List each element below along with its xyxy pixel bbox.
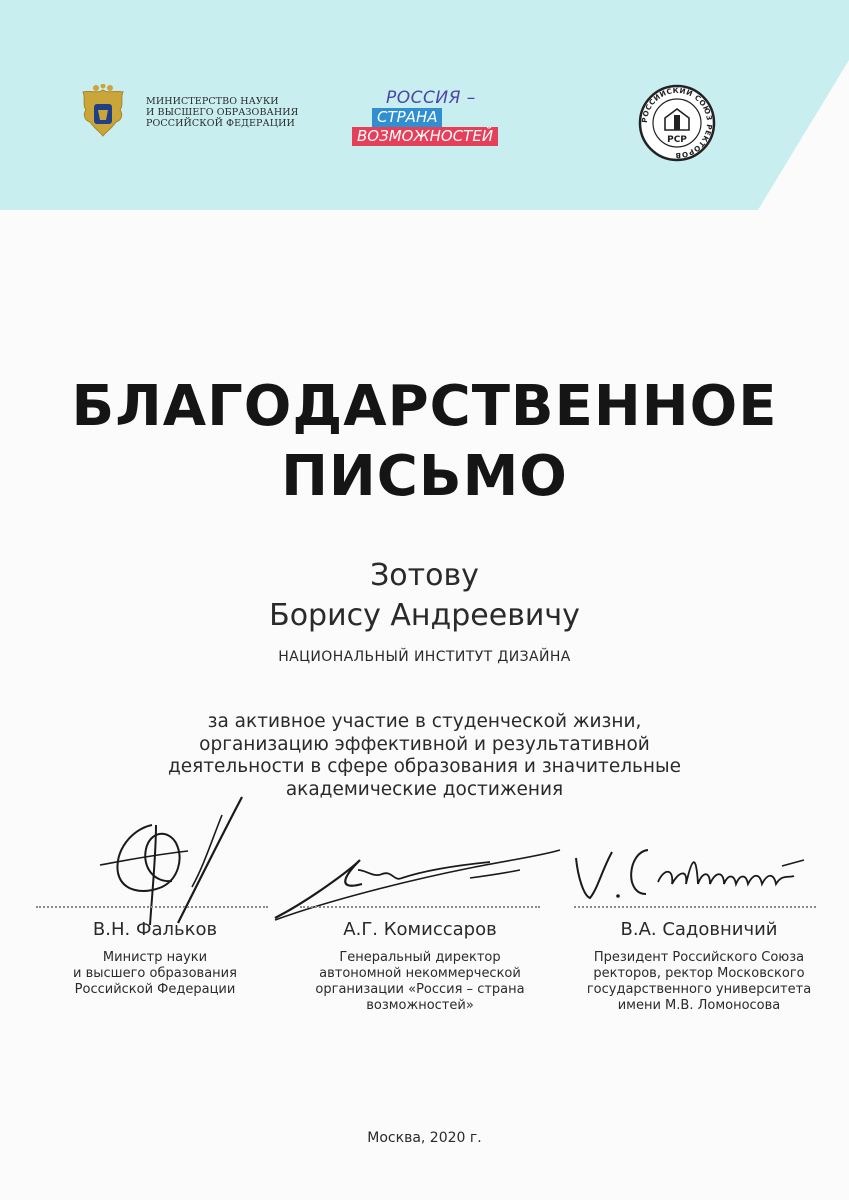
rsv-logo-line1: РОССИЯ – xyxy=(386,88,476,108)
rsv-logo-line3: ВОЗМОЖНОСТЕЙ xyxy=(352,127,498,146)
title-line-2: ПИСЬМО xyxy=(281,444,568,509)
signature-3 xyxy=(568,838,818,908)
signatory-name: А.Г. Комиссаров xyxy=(343,919,497,940)
signature-line-1 xyxy=(36,906,268,908)
signatory-1 xyxy=(40,918,270,998)
signatory-name: В.А. Садовничий xyxy=(620,919,778,940)
double-headed-eagle-icon xyxy=(74,84,132,144)
reason-line: деятельности в сфере образования и значительные xyxy=(167,756,682,777)
signature-line-2 xyxy=(300,906,540,908)
ministry-logo xyxy=(74,84,314,144)
ministry-name: МИНИСТЕРСТВО НАУКИ И ВЫСШЕГО ОБРАЗОВАНИЯ РОССИЙСКОЙ ФЕДЕРАЦИИ xyxy=(146,96,299,129)
title-line-1: БЛАГОДАРСТВЕННОЕ xyxy=(71,374,778,439)
signature-line-3 xyxy=(574,906,816,908)
reason-line: за активное участие в студенческой жизни, xyxy=(207,711,642,732)
rsr-abbr: РСР xyxy=(667,135,687,145)
rsv-logo xyxy=(352,88,512,154)
signature-1 xyxy=(92,795,262,930)
document-title xyxy=(0,372,849,512)
signatory-position: Генеральный директор автономной некоммерческой организации «Россия – страна возможностей» xyxy=(315,950,525,1013)
reason-line: академические достижения xyxy=(285,778,564,800)
signatory-3 xyxy=(574,918,824,1014)
signatory-name: В.Н. Фальков xyxy=(92,919,218,940)
rsv-logo-line2: СТРАНА xyxy=(372,108,442,127)
signatory-position: Министр науки и высшего образования Российской Федерации xyxy=(73,950,237,997)
rsr-seal xyxy=(638,84,716,162)
place-and-date: Москва, 2020 г. xyxy=(367,1130,482,1146)
recipient-surname: Зотову xyxy=(370,558,479,593)
signatory-position: Президент Российского Союза ректоров, ректор Московского государственного университета имени М.В. Ломоносова xyxy=(586,950,812,1013)
recipient-organization: НАЦИОНАЛЬНЫЙ ИНСТИТУТ ДИЗАЙНА xyxy=(278,649,571,665)
signatory-2 xyxy=(300,918,540,1014)
recipient-name xyxy=(0,556,849,636)
signature-2 xyxy=(270,840,570,925)
reason-line: организацию эффективной и результативной xyxy=(199,733,650,755)
recipient-given-name: Борису Андреевичу xyxy=(269,598,580,633)
rsr-ring-text: РОССИЙСКИЙ СОЮЗ РЕКТОРОВ xyxy=(639,85,715,161)
award-reason xyxy=(0,711,849,801)
